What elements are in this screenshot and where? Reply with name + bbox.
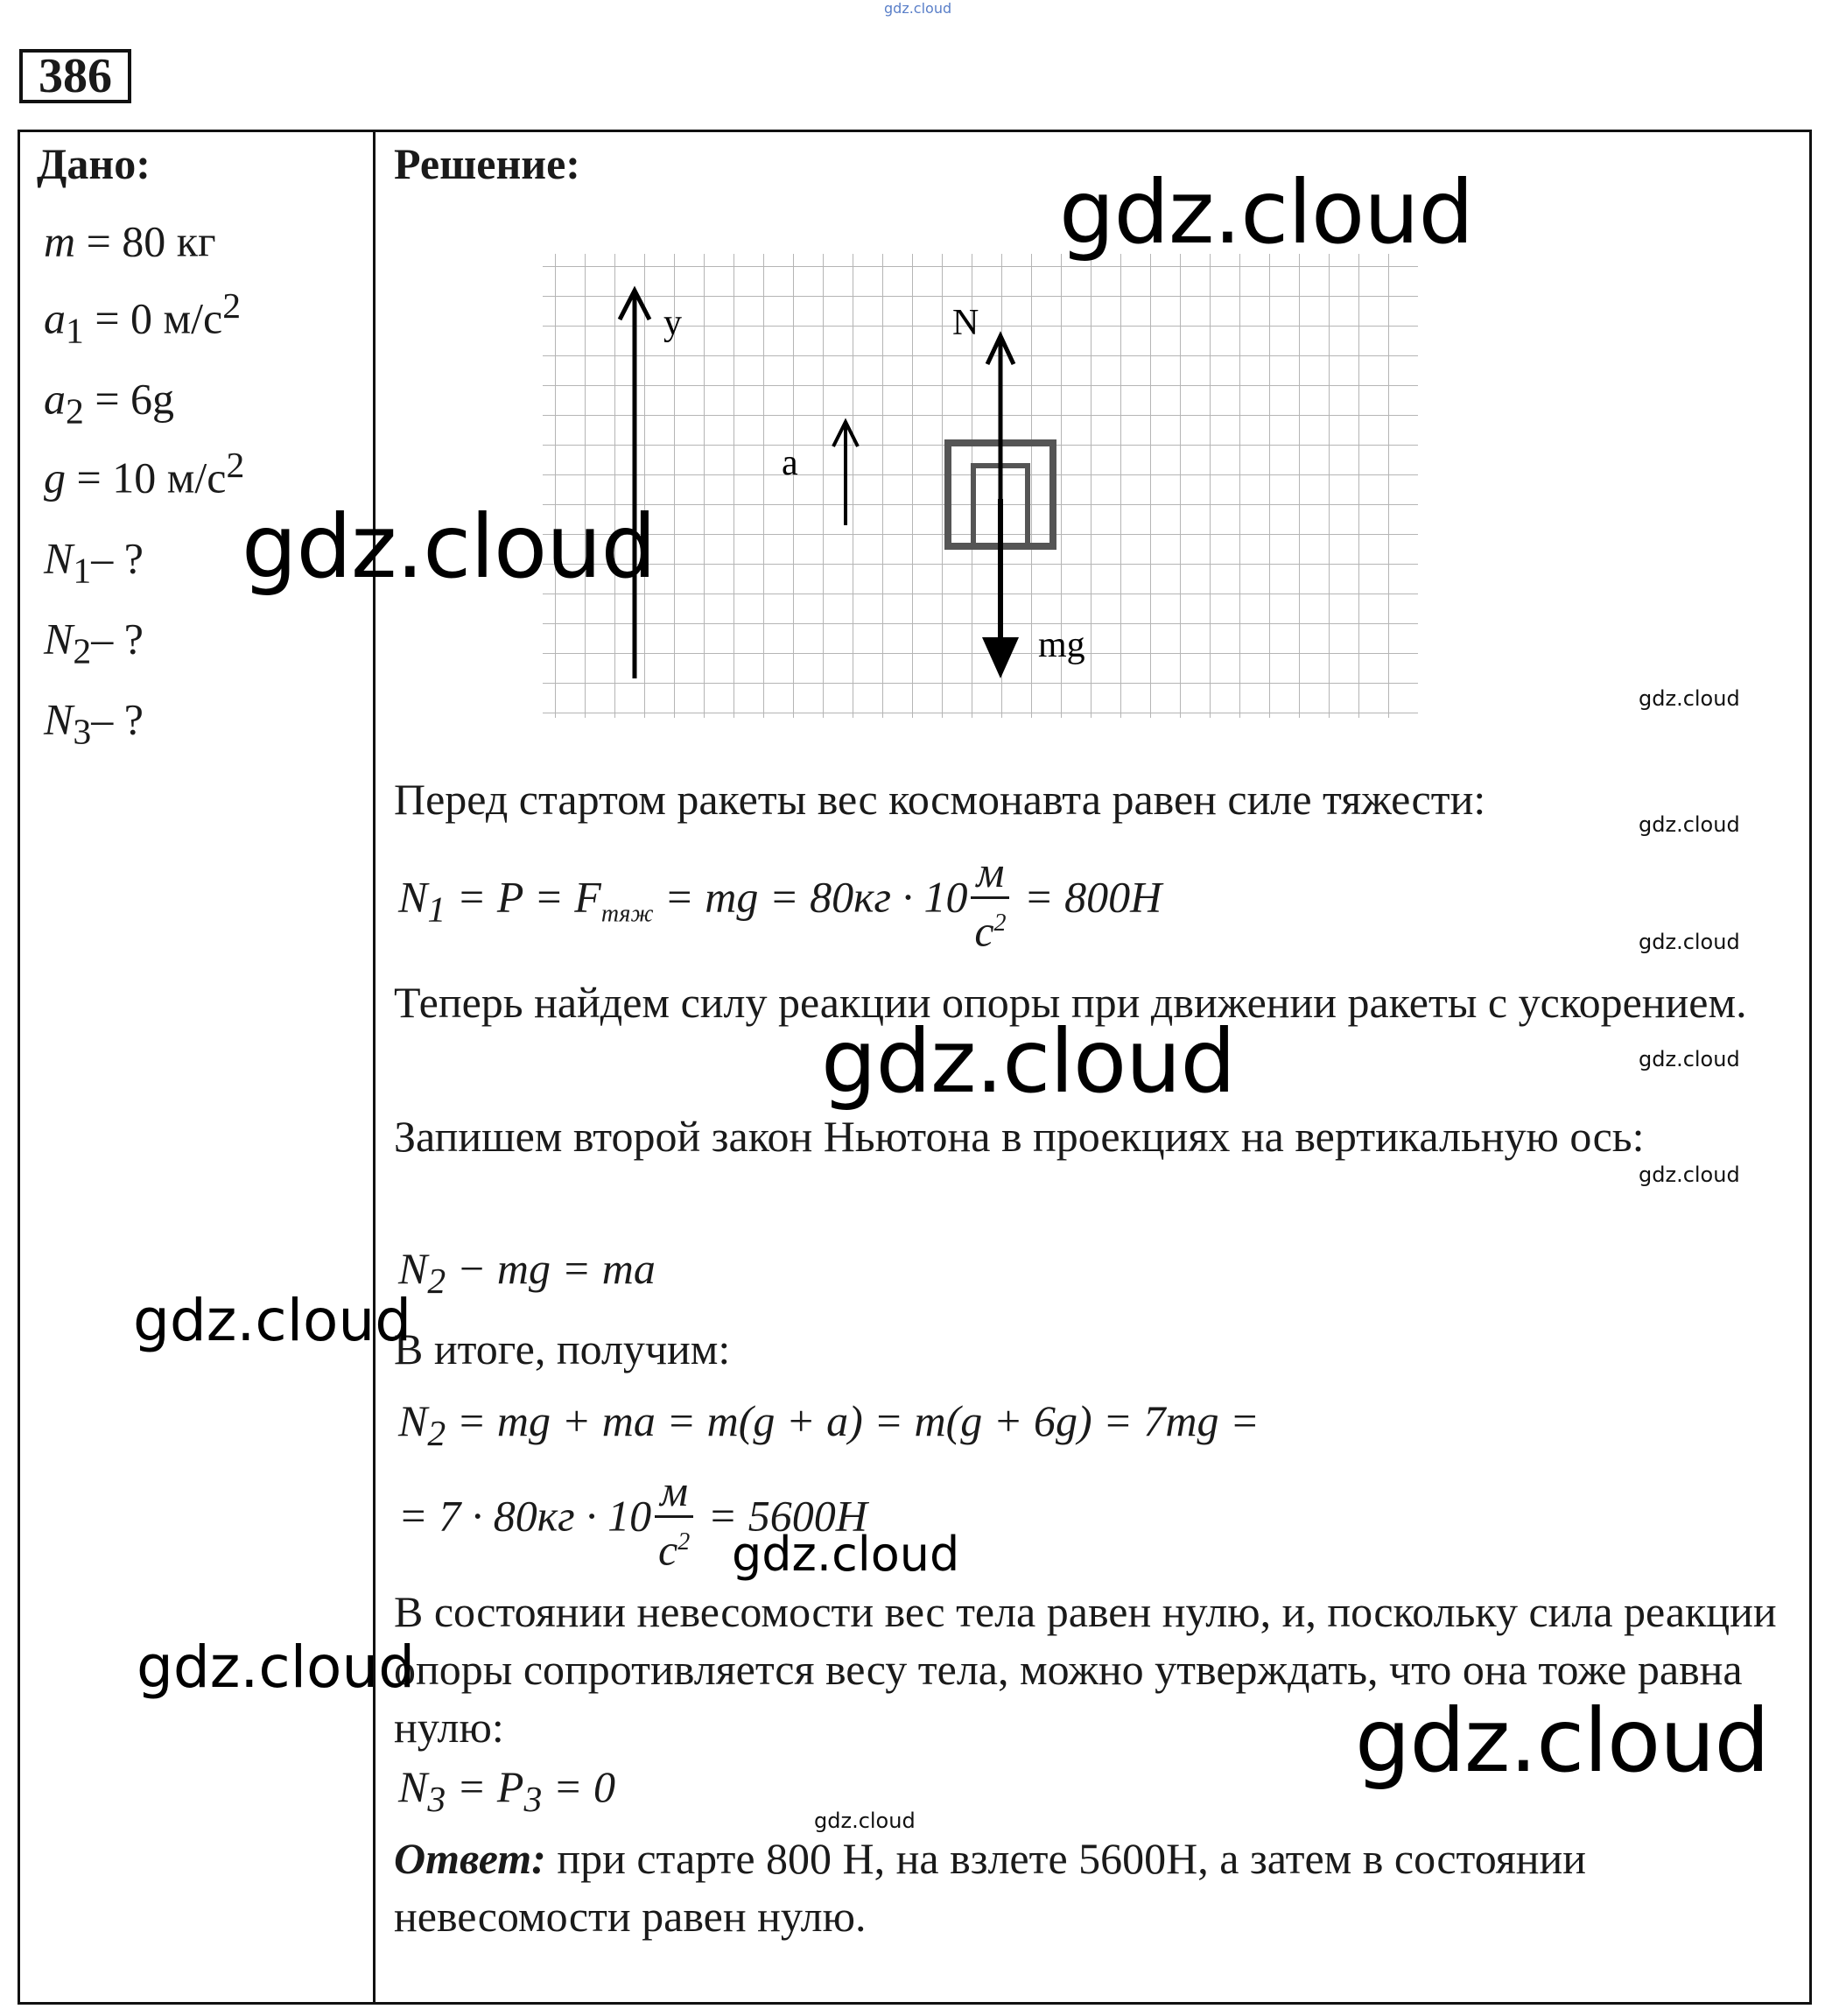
watermark: gdz.cloud [732,1527,960,1582]
acceleration-label: a [782,443,798,483]
watermark: gdz.cloud [137,1633,416,1701]
given-item: $N_2-$ ? [44,614,144,672]
problem-number: 386 [19,49,131,103]
watermark: gdz.cloud [242,495,656,598]
given-item: g = 10 $м/с^2$ [44,446,245,502]
given-item: m = 80 кг [44,216,216,266]
watermark: gdz.cloud [814,1809,916,1833]
given-item: $a_2 = 6g$ [44,374,175,432]
watermark: gdz.cloud [1355,1689,1770,1792]
formula-n2-value: = 7 · 80кг · 10 $\frac{м}{с^2}$ = 5600H [398,1466,867,1575]
watermark: gdz.cloud [1639,1163,1740,1187]
answer-label: Ответ: [394,1834,546,1883]
watermark: gdz.cloud [1639,812,1740,837]
watermark: gdz.cloud [1639,1047,1740,1071]
solution-title: Решение: [394,139,580,188]
formula-n1: $N_1 = P = F_{тяж}$ = mg = 80кг · 10 $\frac{м}{с^2}$ = 800H [398,847,1162,956]
given-item: $N_1-$ ? [44,533,144,592]
normal-force-label: N [952,303,979,343]
watermark: gdz.cloud [1639,930,1740,954]
formula-n3: $N_3 = P_3 = 0$ [398,1762,616,1820]
paragraph-before-start: Перед стартом ракеты вес космонавта равен силе тяжести: [394,775,1486,824]
watermark-top: gdz.cloud [884,0,952,17]
paragraph-newton-law: Запишем второй закон Ньютона в проекциях на вертикальную ось: [394,1112,1645,1161]
given-item: $N_3-$ ? [44,694,144,753]
column-divider [373,130,376,2005]
gravity-label: mg [1038,625,1085,665]
watermark: gdz.cloud [133,1287,412,1354]
formula-newton: $N_2$ − mg = ma [398,1244,656,1302]
formula-n2: $N_2$ = mg + ma = m(g + a) = m(g + 6g) = 7mg = [398,1396,1260,1454]
y-axis-label: y [663,303,682,343]
given-item: $a_1 = 0$ $м/с^2$ [44,286,242,352]
answer-text: при старте 800 Н, на взлете 5600Н, а затем в состоянии невесомости равен нулю. [394,1834,1587,1941]
watermark: gdz.cloud [1059,161,1474,263]
watermark: gdz.cloud [1639,686,1740,711]
answer [394,1830,1794,1945]
watermark: gdz.cloud [821,1010,1236,1113]
paragraph-weightless: В состоянии невесомости вес тела равен нулю, и, поскольку сила реакции опоры сопротивляется весу тела, можно утверждать, что она тоже равна нулю: [394,1587,1777,1752]
paragraph-result: В итоге, получим: [394,1324,731,1373]
force-diagram [525,236,1453,744]
given-title: Дано: [37,139,151,188]
paragraph-acceleration: Теперь найдем силу реакции опоры при движении ракеты с ускорением. [394,978,1747,1027]
